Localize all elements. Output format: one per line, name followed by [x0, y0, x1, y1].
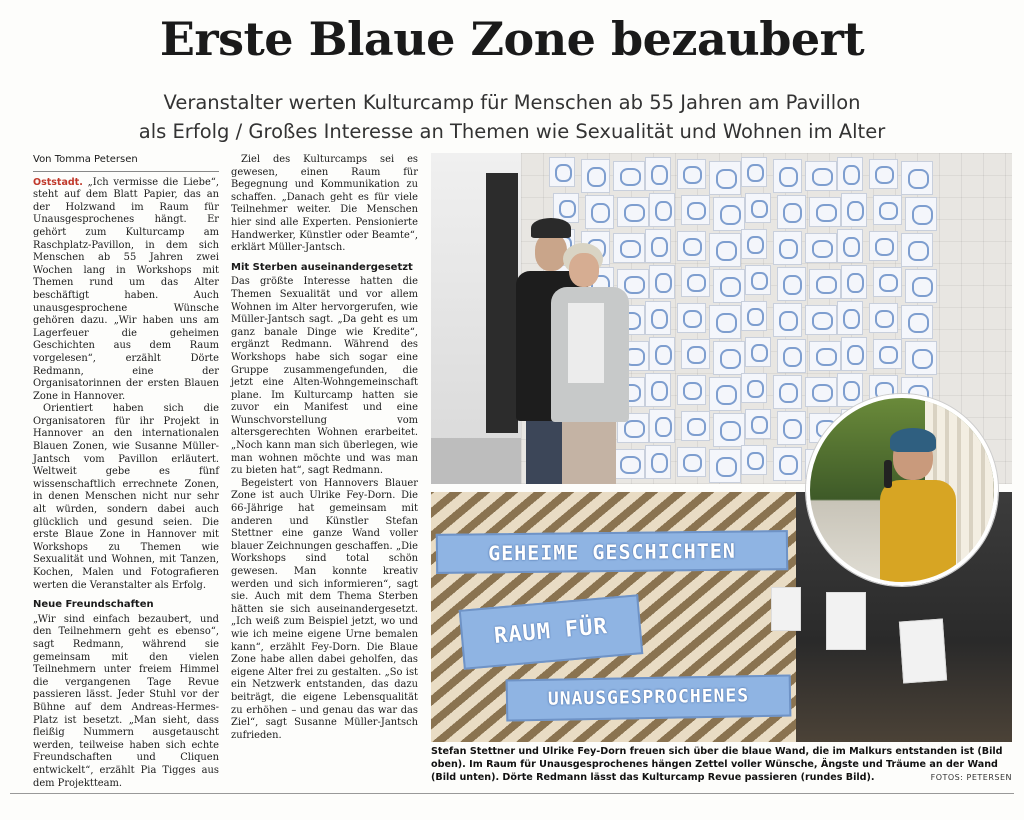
fey-dorn-head	[569, 253, 599, 287]
drawing-sheet	[681, 411, 710, 441]
drawing-sheet	[677, 375, 706, 405]
drawing-sheet	[905, 341, 937, 375]
redmann-headscarf	[890, 428, 936, 452]
drawing-sheet	[809, 197, 841, 227]
drawing-sheet	[773, 447, 802, 481]
drawing-sheet	[777, 267, 806, 301]
drawing-sheet	[681, 339, 710, 369]
drawing-sheet	[645, 229, 671, 263]
paper-note	[771, 587, 801, 631]
drawing-sheet	[745, 193, 771, 223]
drawing-sheet	[841, 193, 867, 227]
drawing-sheet	[773, 375, 802, 409]
drawing-sheet	[837, 373, 863, 407]
drawing-sheet	[777, 195, 806, 229]
drawing-sheet	[805, 305, 837, 335]
drawing-sheet	[709, 449, 741, 483]
drawing-sheet	[809, 269, 841, 299]
banner-1-text: GEHEIME GESCHICHTEN	[487, 538, 737, 566]
drawing-sheet	[901, 161, 933, 195]
stettner-hat	[531, 218, 571, 238]
drawing-sheet	[549, 157, 575, 187]
microphone-icon	[884, 460, 892, 488]
drawing-sheet	[805, 161, 837, 191]
drawing-sheet	[713, 341, 745, 375]
drawing-sheet	[645, 301, 671, 335]
drawing-sheet	[905, 269, 937, 303]
subhead-line-1: Veranstalter werten Kulturcamp für Menschen ab 55 Jahren am Pavillon	[163, 91, 861, 114]
drawing-sheet	[677, 303, 706, 333]
drawing-sheet	[905, 197, 937, 231]
drawing-sheet	[677, 231, 706, 261]
drawing-sheet	[741, 157, 767, 187]
paragraph-1-text: „Ich vermisse die Liebe“, steht auf dem Blatt Papier, das an der Holzwand im Raum für Unausgesprochenes hängt. Er gehört zum Kulturcamp am Raschplatz-Pavillon, in dem sich Menschen ab 55 Jahren zwei Wochen lang in Workshops mit Themen rund um das Alter beschäftigt haben. Auch unausgesprochene Wünsche gehören dazu. „Wir haben uns am Lagerfeuer die geheimen Geschichten aus dem Raum vorgelesen“, erzählt Dörte Redmann, eine der Organisatorinnen der ersten Blauen Zone in Hannover.	[33, 176, 219, 402]
round-photo-redmann	[806, 394, 998, 586]
drawing-sheet	[713, 197, 745, 231]
author-byline: Von Tomma Petersen	[33, 154, 219, 172]
drawing-sheet	[745, 409, 771, 439]
drawing-sheet	[777, 339, 806, 373]
drawing-sheet	[841, 337, 867, 371]
drawing-sheet	[805, 377, 837, 407]
paragraph-2: Orientiert haben sich die Organisatoren für ihr Projekt in Hannover an den internationalen Blauen Zonen, wie Susanne Müller-Jantsch vom Pavillon erläutert. Weltweit gebe es fünf wissenschaftlich errechnete Zonen, in denen Menschen nicht nur sehr alt würden, sondern dabei auch glücklich und gesund seien. Die erste Blaue Zone in Hannover mit Workshops zu Themen wie Sexualität und Wohnen, mit Tanzen, Kochen, Malen und Fotografieren werten die Veranstalter als Erfolg.	[33, 403, 219, 591]
drawing-sheet	[677, 159, 706, 189]
drawing-sheet	[869, 231, 898, 261]
stettner-head	[535, 233, 567, 271]
drawing-sheet	[709, 161, 741, 195]
paragraph-4: Ziel des Kulturcamps sei es gewesen, einen Raum für Begegnung und Kommunikation zu schaffen. „Danach geht es für viele Teilnehmer weiter. Die Menschen hier sind alle Experten. Pensionierte Handwerker, Künstler oder Beamte“, erklärt Müller-Jantsch.	[231, 154, 418, 254]
drawing-sheet	[645, 157, 671, 191]
photo-doorframe	[486, 173, 518, 433]
drawing-sheet	[805, 233, 837, 263]
drawing-sheet	[741, 301, 767, 331]
subheadline	[40, 88, 984, 146]
dateline: Oststadt.	[33, 176, 83, 188]
drawing-sheet	[741, 373, 767, 403]
drawing-sheet	[613, 449, 645, 479]
paragraph-5: Das größte Interesse hatten die Themen Sexualität und vor allem Wohnen im Alter hervorgerufen, wie Müller-Jantsch sagt. „Da geht es um ganz banale Dinge wie Kredite“, ergänzt Redmann. Während des Workshops habe sich sogar eine Gruppe zusammengefunden, die jetzt eine Alten-Wohngemeinschaft plane. Im Kulturcamp hatten sie zuvor ein Manifest und eine Wunschvorstellung vom altersgerechten Wohnen erarbeitet. „Noch kann man sich überlegen, wie man wohnen möchte und was man zu bieten hat“, sagt Redmann.	[231, 276, 418, 477]
drawing-sheet	[713, 269, 745, 303]
drawing-sheet	[713, 413, 745, 447]
drawing-sheet	[613, 161, 645, 191]
drawing-sheet	[837, 229, 863, 263]
drawing-sheet	[645, 373, 671, 407]
drawing-sheet	[901, 233, 933, 267]
drawing-sheet	[901, 305, 933, 339]
redmann-body	[880, 480, 956, 586]
drawing-sheet	[837, 301, 863, 335]
drawing-sheet	[677, 447, 706, 477]
drawing-sheet	[873, 267, 902, 297]
fey-dorn-shirt	[568, 303, 604, 383]
drawing-sheet	[681, 195, 710, 225]
article-column-1	[33, 154, 219, 790]
drawing-sheet	[613, 233, 645, 263]
subhead-line-2: als Erfolg / Großes Interesse an Themen wie Sexualität und Wohnen im Alter	[138, 120, 886, 143]
paragraph-3: „Wir sind einfach bezaubert, und den Teilnehmern geht es ebenso“, sagt Redmann, während sie gemeinsam mit den vielen Teilnehmern unter freiem Himmel die vergangenen Tage Revue passieren lässt. Jeder Stuhl vor der Bühne auf dem Andreas-Hermes-Platz ist besetzt. „Man sieht, dass fleißig Nummern ausgetauscht werden, teilweise haben sich echte Freundschaften und Cliquen entwickelt“, erzählt Pia Tigges aus dem Projektteam.	[33, 613, 219, 789]
drawing-sheet	[773, 303, 802, 337]
drawing-sheet	[773, 231, 802, 265]
paper-note	[899, 619, 947, 684]
banner-2-text: RAUM FÜR	[493, 614, 609, 649]
drawing-sheet	[581, 159, 610, 193]
drawing-sheet	[837, 157, 863, 191]
drawing-sheet	[777, 411, 806, 445]
photo-floor	[431, 438, 523, 484]
drawing-sheet	[869, 159, 898, 189]
drawing-sheet	[869, 303, 898, 333]
drawing-sheet	[649, 265, 675, 299]
drawing-sheet	[681, 267, 710, 297]
drawing-sheet	[649, 337, 675, 371]
drawing-sheet	[809, 341, 841, 371]
drawing-sheet	[741, 445, 767, 475]
drawing-sheet	[585, 195, 614, 229]
banner-unausgesprochenes	[506, 675, 792, 722]
drawing-sheet	[745, 265, 771, 295]
headline: Erste Blaue Zone bezaubert	[159, 12, 865, 66]
drawing-sheet	[709, 305, 741, 339]
drawing-sheet	[873, 339, 902, 369]
drawing-sheet	[617, 197, 649, 227]
subheading-neue-freundschaften: Neue Freundschaften	[33, 599, 154, 611]
paragraph-6: Begeistert von Hannovers Blauer Zone ist auch Ulrike Fey-Dorn. Die 66-Jährige hat gemeinsam mit anderen und Künstler Stefan Stettner eine ganze Wand voller blauer Zeichnungen geschaffen. „Die Workshops sind total schön gewesen. Man konnte kreativ werden und sich informieren“, sagt sie. Auch mit dem Thema Sterben hätten sie sich auseinandergesetzt. „Ich weiß zum Beispiel jetzt, wo und wie ich meine eigene Urne bemalen kann“, erzählt Fey-Dorn. Die Blaue Zone habe allen dabei geholfen, das eigene Alter frei zu gestalten. „So ist ein Netzwerk entstanden, das dazu beiträgt, die eigene Lebensqualität zu erhöhen – und genau das war das Ziel“, sagt Susanne Müller-Jantsch zufrieden.	[231, 477, 418, 741]
drawing-sheet	[645, 445, 671, 479]
banner-geheime-geschichten	[436, 530, 788, 574]
bottom-rule	[10, 793, 1014, 794]
paper-note	[826, 592, 866, 650]
drawing-sheet	[873, 195, 902, 225]
subheading-sterben: Mit Sterben auseinandergesetzt	[231, 261, 413, 273]
drawing-sheet	[709, 233, 741, 267]
drawing-sheet	[741, 229, 767, 259]
banner-3-text: UNAUSGESPROCHENES	[547, 685, 750, 710]
photo-caption: Stefan Stettner und Ulrike Fey-Dorn freuen sich über die blaue Wand, die im Malkurs entstanden ist (Bild oben). Im Raum für Unausgesprochenes hängen Zettel voller Wünsche, Ängste und Träume an der Wand (Bild unten). Dörte Redmann lässt das Kulturcamp Revue passieren (rundes Bild).	[431, 746, 1003, 783]
photo-credit: FOTOS: PETERSEN	[930, 773, 1012, 782]
article-column-2	[231, 154, 418, 742]
drawing-sheet	[841, 265, 867, 299]
drawing-sheet	[649, 409, 675, 443]
drawing-sheet	[773, 159, 802, 193]
drawing-sheet	[745, 337, 771, 367]
drawing-sheet	[649, 193, 675, 227]
fey-dorn-legs	[562, 415, 616, 484]
paragraph-1	[33, 177, 219, 404]
drawing-sheet	[709, 377, 741, 411]
